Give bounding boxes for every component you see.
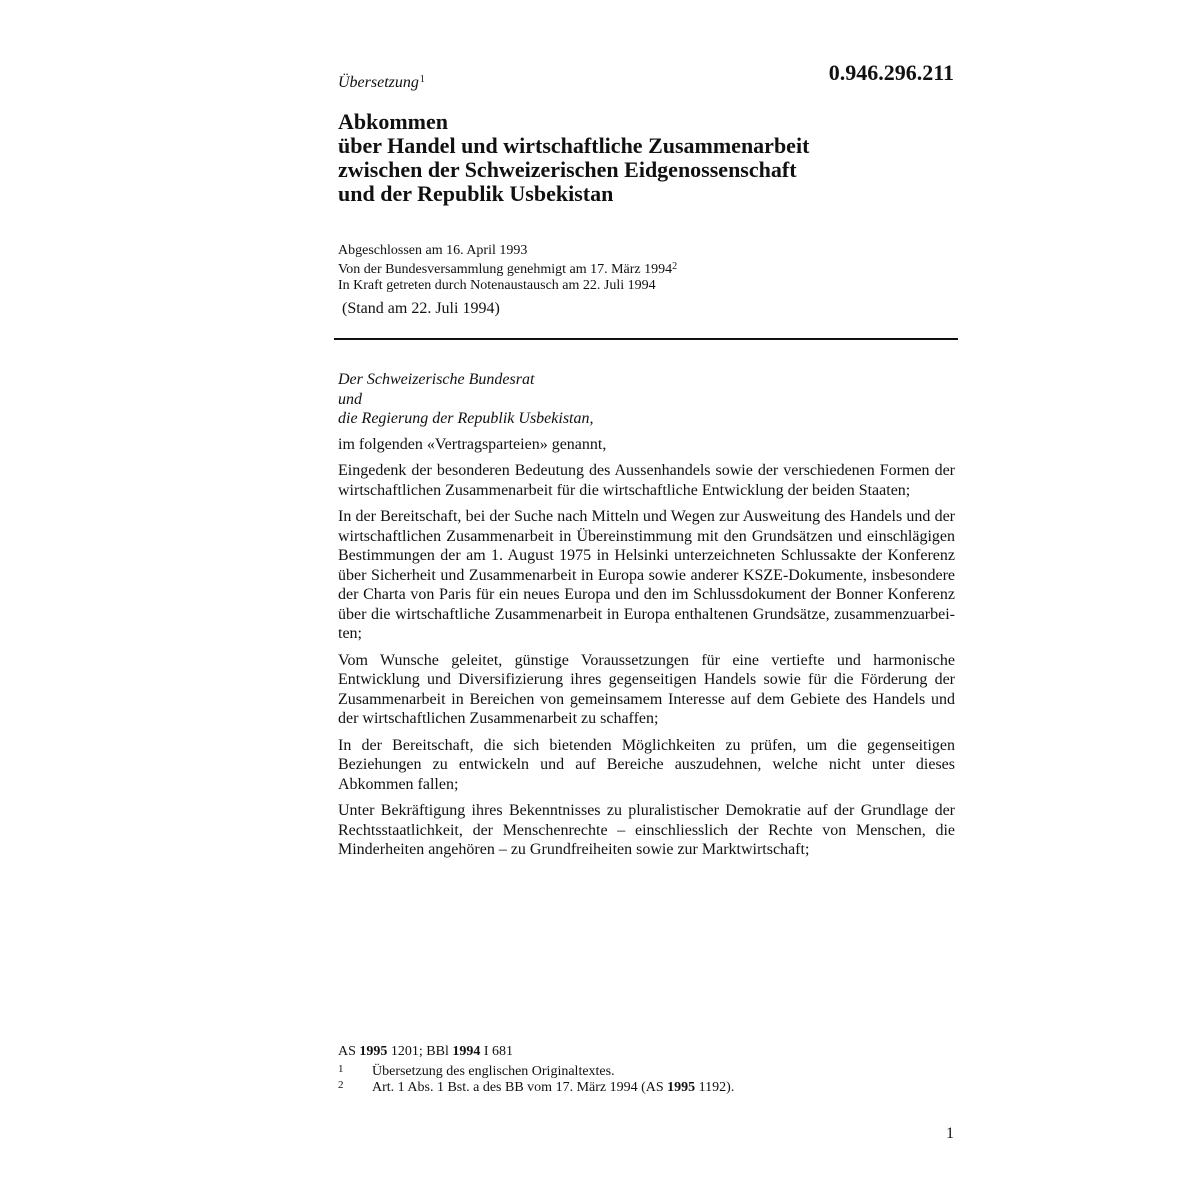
document-title (338, 110, 958, 206)
title-line: zwischen der Schweizerischen Eidgenossenschaft (338, 157, 797, 182)
sr-number: 0.946.296.211 (828, 60, 954, 85)
preamble-paragraph: In der Bereitschaft, bei der Suche nach Mitteln und Wegen zur Ausweitung des Handels und der wirtschaftlichen Zusammenarbeit in Übereinstimmung mit den Grundsätzen und einschlägigen Bestimmungen der am 1. August 1975 in Helsinki unterzeichneten Schlussakte der Konferenz über Sicherheit und Zusammenarbeit in Europa sowie anderer KSZE-Dokumente, insbesondere der Charta von Paris für ein neues Europa und den im Schlussdokument der Bonner Konferenz über die wirtschaftliche Zusammenarbeit in Europa enthaltenen Grundsätze, zusammenzuarbeiten; (338, 508, 955, 642)
footnote-text: Übersetzung des englischen Originaltextes. (372, 1064, 615, 1079)
preamble-paragraph: im folgenden «Vertragsparteien» genannt, (338, 435, 607, 453)
footnote-ref-2[interactable]: 2 (672, 261, 678, 272)
footnote-text (372, 1080, 734, 1096)
footnote-text-part: 1192). (695, 1080, 735, 1095)
footnote-text-part: Art. 1 Abs. 1 Bst. a des BB vom 17. März 1994 (AS (372, 1080, 668, 1095)
footnote-text-bold: 1995 (667, 1080, 696, 1095)
approval-date-text: Von der Bundesversammlung genehmigt am 17. März 1994 (338, 262, 673, 277)
title-line: über Handel und wirtschaftliche Zusammenarbeit (338, 133, 810, 158)
footnote-1 (338, 1064, 958, 1080)
page-number: 1 (946, 1125, 954, 1142)
preamble (338, 370, 955, 867)
bbl-ref: I 681 (480, 1044, 514, 1059)
bbl-year: 1994 (452, 1044, 481, 1059)
preamble-paragraph: Unter Bekräftigung ihres Bekenntnisses zu pluralistischer Demokratie auf der Grundlage der Rechtsstaatlichkeit, der Menschenrechte – einschliesslich der Rechte von Menschen, die Minderheiten angehören – zu Grundfreiheiten sowie zur Marktwirtschaft; (338, 802, 955, 858)
footnote-2 (338, 1080, 958, 1096)
footnotes (338, 1044, 958, 1096)
translation-label-text: Übersetzung (338, 74, 419, 91)
contracting-parties (338, 370, 955, 429)
in-force-date: In Kraft getreten durch Notenaustausch am 22. Juli 1994 (338, 278, 656, 293)
footnote-ref-1[interactable]: 1 (419, 74, 425, 85)
party-line: die Regierung der Republik Usbekistan, (338, 410, 594, 427)
concluded-date: Abgeschlossen am 16. April 1993 (338, 243, 528, 258)
preamble-paragraph: Eingedenk der besonderen Bedeutung des Aussenhandels sowie der verschiedenen Formen der wirtschaftlichen Zusammenarbeit für die wirtschaftliche Entwicklung der beiden Staaten; (338, 462, 955, 499)
title-line: und der Republik Usbekistan (338, 181, 614, 206)
preamble-paragraph: Vom Wunsche geleitet, günstige Voraussetzungen für eine vertiefte und harmonische Entwicklung und Diversifizierung ihres gegenseitigen Handels sowie für die Förderung der Zusammenarbeit in Bereichen von gemeinsamem Interesse auf dem Gebiete des Handels und der wirtschaftlichen Zusammenarbeit zu schaffen; (338, 651, 955, 727)
header-divider (334, 338, 958, 340)
as-prefix: AS (338, 1044, 360, 1059)
title-line: Abkommen (338, 109, 449, 134)
status-date: (Stand am 22. Juli 1994) (342, 300, 500, 317)
approval-date (338, 259, 677, 278)
as-page: 1201; BBl (387, 1044, 453, 1059)
party-line: und (338, 390, 362, 408)
document-metadata (338, 243, 677, 294)
translation-label (338, 74, 425, 92)
as-year: 1995 (359, 1044, 388, 1059)
footnote-number: 2 (338, 1079, 344, 1091)
preamble-paragraph: In der Bereitschaft, die sich bietenden Möglichkeiten zu prüfen, um die gegenseitigen Beziehungen zu entwickeln und auf Bereiche auszudehnen, welche nicht unter dieses Abkommen fallen; (338, 736, 955, 793)
official-compilation-reference (338, 1044, 958, 1060)
party-line: Der Schweizerische Bundesrat (338, 371, 535, 388)
footnote-number: 1 (338, 1063, 344, 1075)
